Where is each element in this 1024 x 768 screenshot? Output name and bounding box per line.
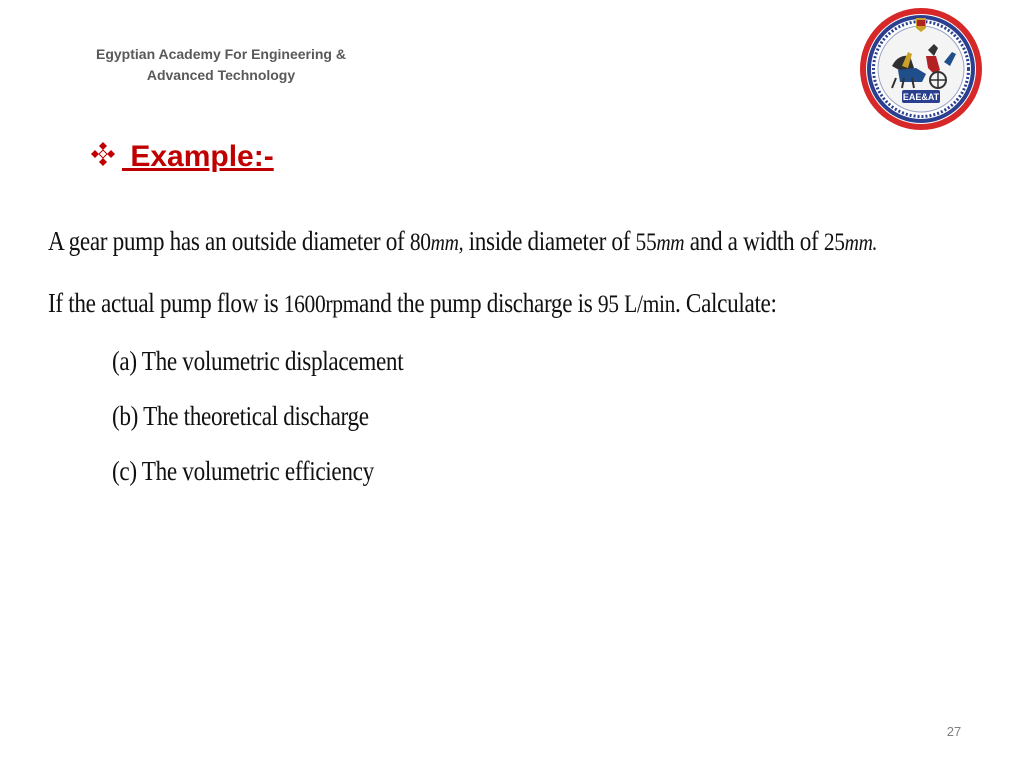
logo-label: EAE&AT (902, 92, 940, 102)
problem-line-2 (48, 288, 777, 319)
text-segment: inside diameter of (463, 226, 636, 256)
academy-logo (858, 6, 984, 132)
width-value: 25 (823, 229, 845, 256)
list-item: (a) The volumetric displacement (112, 346, 404, 376)
institution-name-line2: Advanced Technology (146, 67, 296, 83)
pump-speed-unit: rpm (325, 291, 359, 318)
text-segment: A gear pump has an outside diameter of (48, 226, 410, 256)
outside-diameter-unit: mm, (430, 230, 464, 255)
list-item: (b) The theoretical discharge (112, 401, 369, 431)
outside-diameter-value: 80 (409, 229, 431, 256)
pump-speed-value: 1600 (283, 291, 326, 318)
text-segment: If the actual pump flow is (48, 288, 284, 318)
inside-diameter-unit: mm (656, 230, 685, 255)
institution-name-line1: Egyptian Academy For Engineering & (96, 46, 346, 62)
example-heading (90, 140, 274, 174)
institution-header (60, 44, 382, 86)
page-number: 27 (946, 724, 962, 739)
inside-diameter-value: 55 (635, 229, 657, 256)
discharge-value: 95 (597, 291, 619, 318)
text-segment: and a width of (684, 226, 824, 256)
four-diamond-bullet-icon (90, 141, 116, 167)
text-segment: and the pump discharge is (358, 288, 598, 318)
text-segment: . Calculate: (675, 288, 777, 318)
width-unit: mm. (844, 230, 878, 255)
example-title: Example:- (122, 140, 274, 173)
list-item: (c) The volumetric efficiency (112, 456, 374, 486)
discharge-unit: L/min (624, 291, 676, 318)
problem-line-1 (48, 226, 877, 257)
